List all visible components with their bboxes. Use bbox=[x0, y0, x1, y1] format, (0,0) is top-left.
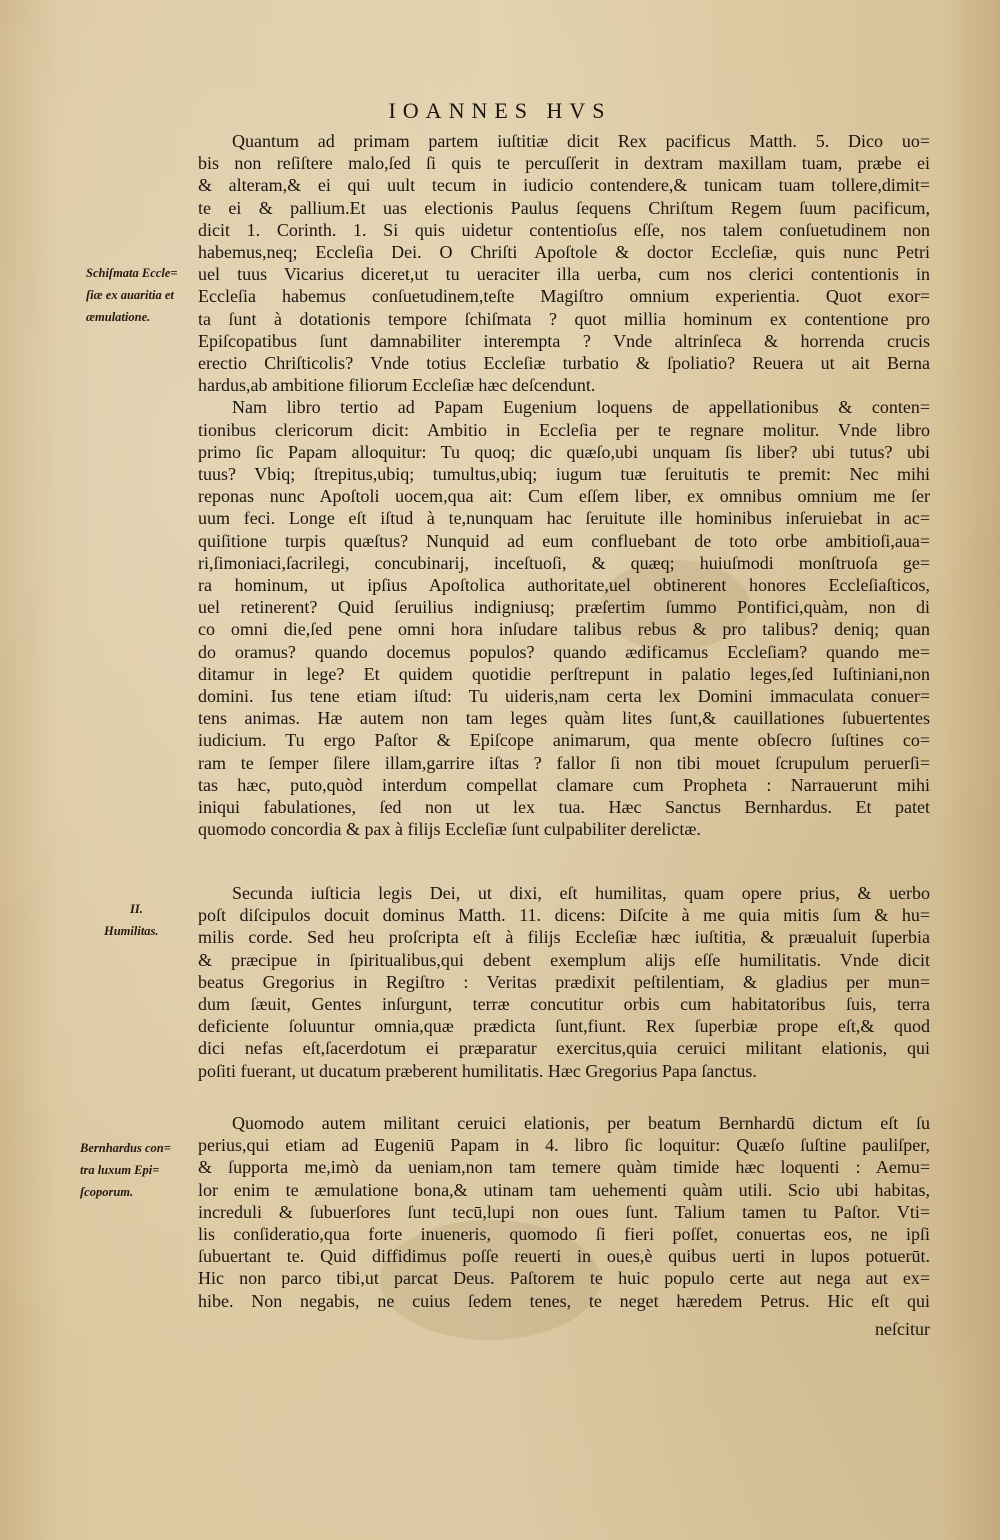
text-line: domini. Ius tene etiam iſtud: Tu uideris,nam certa lex Domini immaculata conuer= bbox=[198, 686, 930, 707]
text-line: Epiſcopatibus ſunt damnabiliter interempta ? Vnde altrinſeca & horrenda crucis bbox=[198, 330, 930, 351]
text-line: iniqui fabulationes, ſed non ut lex tua. Hæc Sanctus Bernhardus. Et patet bbox=[198, 797, 930, 818]
text-line: uum feci. Longe eſt iſtud à te,nunquam hac ſeruitute ille hominibus inſeruiebat in ac= bbox=[198, 508, 930, 529]
text-line: poſiti fuerant, ut ducatum præberent humilitatis. Hæc Gregorius Papa ſanctus. bbox=[198, 1060, 757, 1081]
marginal-note-schismata bbox=[86, 262, 204, 328]
text-line: bis non reſiſtere malo,ſed ſi quis te percuſſerit in dextram maxillam tuam, præbe ei bbox=[198, 153, 930, 174]
text-line: reponas nunc Apoſtoli uocem,qua ait: Cum eſſem liber, ex omnibus omnium me ſer bbox=[198, 486, 930, 507]
marginal-line: II. bbox=[130, 902, 143, 916]
text-line: Secunda iuſticia legis Dei, ut dixi, eſt humilitas, quam opere prius, & uerbo bbox=[232, 883, 930, 903]
text-line: erectio Chriſticolis? Vnde totius Eccleſiæ turbatio & ſpoliatio? Reuera ut ait Berna bbox=[198, 353, 930, 374]
text-line: beatus Gregorius in Regiſtro : Veritas prædixit peſtilentiam, & gladius per mun= bbox=[198, 971, 930, 992]
text-line: habemus,neq; Eccleſia Dei. O Chriſti Apoſtole & doctor Eccleſiæ, quis nunc Petri bbox=[198, 242, 930, 263]
text-line: hardus,ab ambitione filiorum Eccleſiæ hæc deſcendunt. bbox=[198, 375, 596, 396]
text-line: deficiente ſoluuntur omnia,quæ prædicta ſunt,fiunt. Rex ſuperbiæ prope eſt,& quod bbox=[198, 1016, 930, 1037]
text-line: Eccleſia habemus conſuetudinem,teſte Magiſtro omnium experientia. Quot exor= bbox=[198, 286, 930, 307]
text-line: ditamur in lege? Et quidem quotidie perſtrepunt in palatio leges,ſed Iuſtiniani,non bbox=[198, 663, 930, 684]
text-line: lor enim te æmulatione bona,& utinam tam uehementi quàm utili. Scio ubi habitas, bbox=[198, 1179, 930, 1200]
marginal-line: Schiſmata Eccle= bbox=[86, 266, 178, 280]
text-line: Quantum ad primam partem iuſtitiæ dicit Rex pacificus Matth. 5. Dico uo= bbox=[232, 131, 930, 151]
text-line: tuus? Vbiq; ſtrepitus,ubiq; tumultus,ubiq; iugum tuæ ſeruitutis te premit: Nec mihi bbox=[198, 464, 930, 485]
catchword-line bbox=[198, 1318, 930, 1340]
paragraph-block-2 bbox=[198, 882, 930, 1082]
marginal-line: Humilitas. bbox=[104, 924, 159, 938]
marginal-line: æmulatione. bbox=[86, 310, 151, 324]
text-line: uel retinerent? Quid ſeruilius indigniusq; præſertim ſummo Pontifici,quàm, non di bbox=[198, 597, 930, 618]
text-line: primo ſic Papam alloquitur: Tu quoq; dic quæſo,ubi unquam ſis liber? ubi tutus? ubi bbox=[198, 441, 930, 462]
text-line: & ſupporta me,imò da ueniam,non tam temere quàm timide hæc loquenti : Aemu= bbox=[198, 1157, 930, 1178]
text-line: ta ſunt à dotationis tempore ſchiſmata ? quot millia hominum ex contentione pro bbox=[198, 308, 930, 329]
text-line: milis corde. Sed heu proſcripta eſt à filijs Eccleſiæ hæc iuſtitia, & præualuit ſuperbia bbox=[198, 927, 930, 948]
text-line: dum ſæuit, Gentes inſurgunt, terræ concutitur orbis cum habitatoribus ſuis, terra bbox=[198, 994, 930, 1015]
marginal-line: Bernhardus con= bbox=[80, 1141, 171, 1155]
text-line: tas hæc, puto,quòd interdum compellat clamare cum Propheta : Narrauerunt mihi bbox=[198, 774, 930, 795]
text-line: uel tuus Vicarius diceret,ut tu ueraciter illa uerba, cum nos clerici contentionis in bbox=[198, 264, 930, 285]
text-line: poſt diſcipulos docuit dominus Matth. 11. dicens: Diſcite à me quia mitis ſum & hu= bbox=[198, 905, 930, 926]
catchword: neſcitur bbox=[875, 1319, 930, 1339]
paragraph-block-1 bbox=[198, 130, 930, 841]
text-line: ſubuertant te. Quid diffidimus poſſe reuerti in oues,è quibus uerti in lupos potuerūt. bbox=[198, 1246, 930, 1267]
text-line: & præcipue in ſpiritualibus,qui debent exemplum alijs eſſe humilitatis. Vnde dicit bbox=[198, 949, 930, 970]
paragraph-block-3 bbox=[198, 1112, 930, 1312]
text-line: Nam libro tertio ad Papam Eugenium loquens de appellationibus & conten= bbox=[232, 397, 930, 418]
text-line: perius,qui etiam ad Eugeniū Papam in 4. libro ſic loquitur: Quæſo ſuſtine pauliſper, bbox=[198, 1135, 930, 1156]
text-line: iudicium. Tu ergo Paſtor & Epiſcope animarum, qua mente obſecro ſuſtines co= bbox=[198, 730, 930, 751]
text-line: Hic non parco tibi,ut parcat Deus. Paſtorem te huic populo certe aut nega aut ex= bbox=[198, 1268, 930, 1289]
text-line: tionibus clericorum dicit: Ambitio in Eccleſia per te regnare molitur. Vnde libro bbox=[198, 419, 930, 440]
text-line: co omni die,ſed pene omni hora inſudare talibus rebus & pro talibus? deniq; quan bbox=[198, 619, 930, 640]
running-head: IOANNES HVS bbox=[388, 98, 612, 123]
text-line: te ei & pallium.Et uas electionis Paulus ſequens Chriſtum Regem ſuum pacificum, bbox=[198, 197, 930, 218]
text-line: lis conſideratio,qua forte inueneris, quomodo ſi fieri poſſet, conuertas eos, ne ipſi bbox=[198, 1224, 930, 1245]
text-line: Quomodo autem militant ceruici elationis, per beatum Bernhardū dictum eſt ſu bbox=[232, 1113, 930, 1133]
marginal-line: ſiæ ex auaritia et bbox=[86, 288, 174, 302]
text-line: dici nefas eſt,ſacerdotum ei præparatur exercitus,quia ceruici militant elationis, qui bbox=[198, 1038, 930, 1059]
text-line: increduli & ſubuerſores ſunt tecū,lupi non oues ſunt. Talium tamen tu Paſtor. Vti= bbox=[198, 1201, 930, 1222]
marginal-line: ſcoporum. bbox=[80, 1185, 134, 1199]
marginal-line: tra luxum Epi= bbox=[80, 1163, 160, 1177]
text-line: & alteram,& ei qui uult tecum in iudicio contendere,& tunicam tuam tollere,dimit= bbox=[198, 175, 930, 196]
text-line: ram te ſemper ſilere illam,garrire iſtas ? fallor ſi non tibi mouet ſcrupulum peruerſi= bbox=[198, 752, 930, 773]
text-line: tens animas. Hæ autem non tam leges quàm lites ſunt,& cauillationes ſubuertentes bbox=[198, 708, 930, 729]
text-line: hibe. Non negabis, ne cuius ſedem tenes, te neget hæredem Petrus. Hic eſt qui bbox=[198, 1290, 930, 1311]
text-line: ri,ſimoniaci,ſacrilegi, concubinarij, inceſtuoſi, & quæq; huiuſmodi monſtruoſa ge= bbox=[198, 552, 930, 573]
text-line: ra hominum, ut ipſius Apoſtolica authoritate,uel obtinerent honores Eccleſiaſticos, bbox=[198, 575, 930, 596]
marginal-note-humilitas bbox=[104, 898, 222, 942]
text-line: do oramus? quando docemus populos? quando ædificamus Eccleſiam? quando me= bbox=[198, 641, 930, 662]
text-line: quomodo concordia & pax à filijs Eccleſiæ ſunt culpabiliter derelictæ. bbox=[198, 819, 701, 840]
text-line: quiſitione turpis quæſtus? Nunquid ad eum confluebant de toto orbe ambitioſi,aua= bbox=[198, 530, 930, 551]
marginal-note-bernhardus bbox=[80, 1137, 198, 1203]
text-line: dicit 1. Corinth. 1. Si quis uidetur contentioſus eſſe, nos talem conſuetudinem non bbox=[198, 219, 930, 240]
